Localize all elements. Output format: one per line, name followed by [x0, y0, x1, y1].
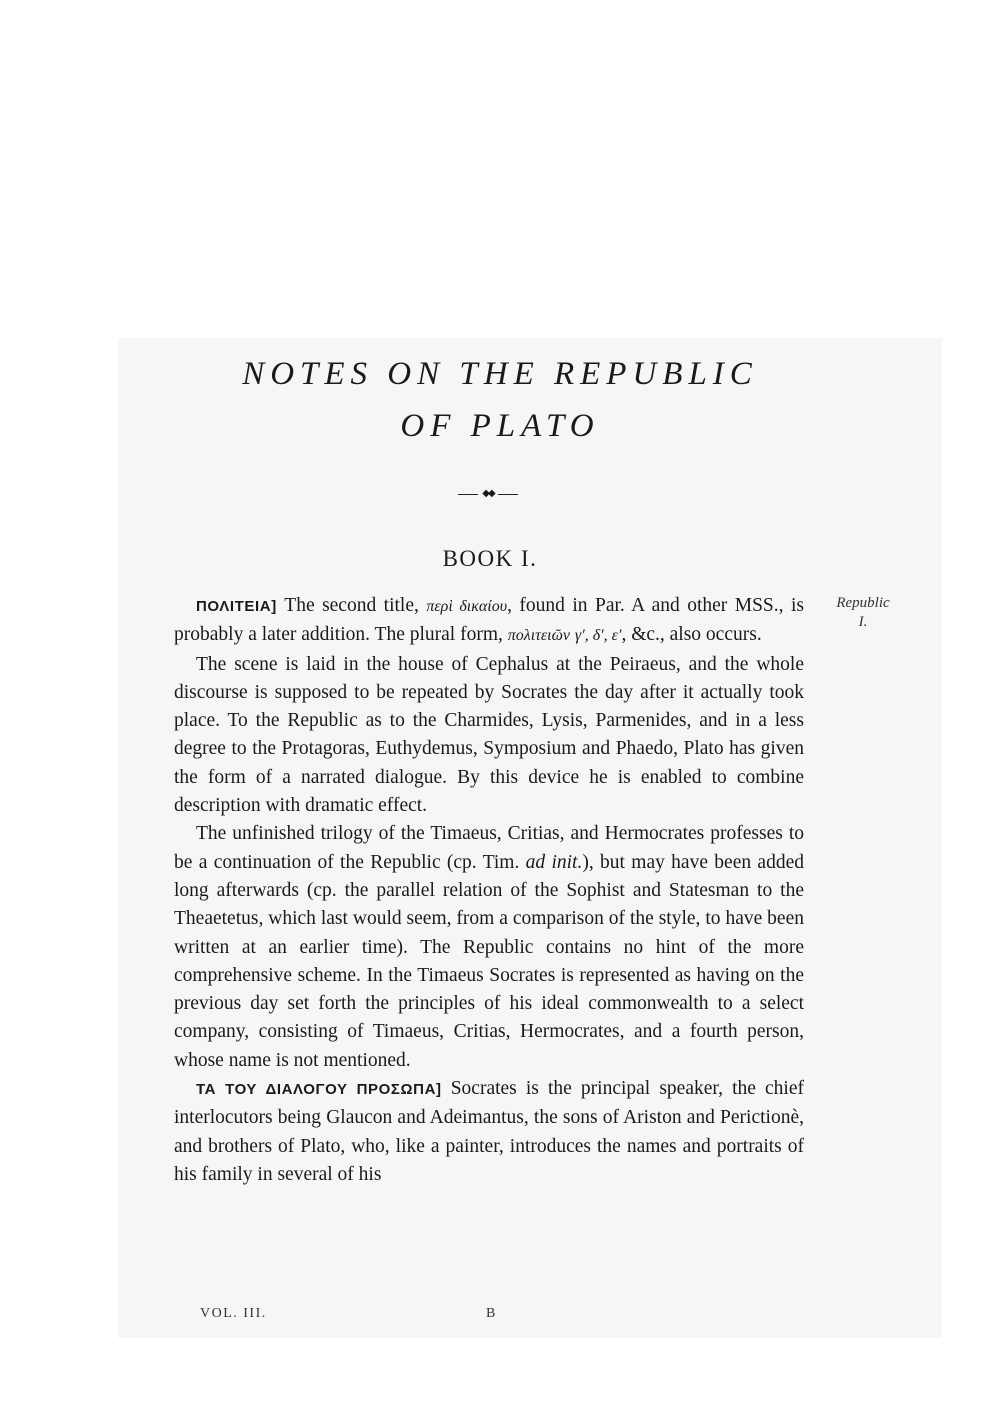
paragraph-persons: [174, 1075, 804, 1189]
title-ornament: [458, 483, 518, 505]
greek-numerals: γ′, δ′, ε′: [574, 627, 622, 645]
greek-phrase: πολιτειῶν: [507, 627, 571, 645]
footer-signature: B: [486, 1306, 497, 1321]
body-text: [174, 592, 804, 1189]
paragraph-text: ), but may have been added long afterwards (cp. the parallel relation of the Sophist and Statesman to the Theaetetus, which last would seem, from a comparison of the style, to have been written at an earlier time). The Republic contains no hint of the more comprehensive scheme. In the Timaeus Socrates is represented as having on the previous day set forth the principles of his ideal commonwealth to a select company, consisting of Timaeus, Critias, Hermocrates, and a fourth person, whose name is not mentioned.: [174, 851, 804, 1071]
paragraph-text: The unfinished trilogy of the Timaeus, Critias, and Hermocrates professes to be a continuation of the Republic (cp. Tim.: [174, 823, 804, 873]
paragraph-politeia: [174, 592, 804, 651]
lemma-politeia: ΠΟΛΙΤΕΙΑ]: [196, 598, 277, 615]
ornament-diamonds: ◆◆: [482, 488, 494, 499]
margin-note-line-1: Republic: [836, 595, 890, 611]
paragraph-trilogy: [174, 820, 804, 1075]
ornament-rule-right: [498, 494, 518, 495]
ornament-rule-left: [458, 494, 478, 495]
paragraph-text: Socrates is the principal speaker, the chief interlocutors being Glaucon and Adeimantus, the sons of Ariston and Perictionè, and brothers of Plato, who, like a painter, introduces the names and portraits of his family in several of his: [174, 1078, 804, 1185]
margin-note: [818, 594, 908, 632]
page-title-line-1: NOTES ON THE REPUBLIC: [242, 356, 758, 392]
margin-note-line-2: I.: [858, 614, 868, 630]
footer-volume: VOL. III.: [200, 1306, 267, 1321]
page-title-line-2: OF PLATO: [400, 408, 600, 444]
paragraph-text: , found in Par. A and other MSS., is probably a later addition. The plural form,: [174, 595, 804, 646]
book-heading: BOOK I.: [442, 546, 538, 571]
paragraph-text: , &c., also occurs.: [621, 624, 762, 646]
greek-phrase: περὶ δικαίου: [426, 598, 508, 615]
paragraph-scene: The scene is laid in the house of Cephalus at the Peiraeus, and the whole discourse is supposed to be repeated by Socrates the day after it actually took place. To the Republic as to the Charmides, Lysis, Parmenides, and in a less degree to the Protagoras, Euthydemus, Symposium and Phaedo, Plato has given the form of a narrated dialogue. By this device he is enabled to combine description with dramatic effect.: [174, 653, 804, 817]
lemma-dialogue-persons: ΤΑ ΤΟΥ ΔΙΑΛΟΓΟΥ ΠΡΟΣΩΠΑ]: [196, 1081, 442, 1099]
italic-citation: ad init.: [525, 851, 583, 873]
paragraph-text: The second title,: [276, 595, 427, 616]
